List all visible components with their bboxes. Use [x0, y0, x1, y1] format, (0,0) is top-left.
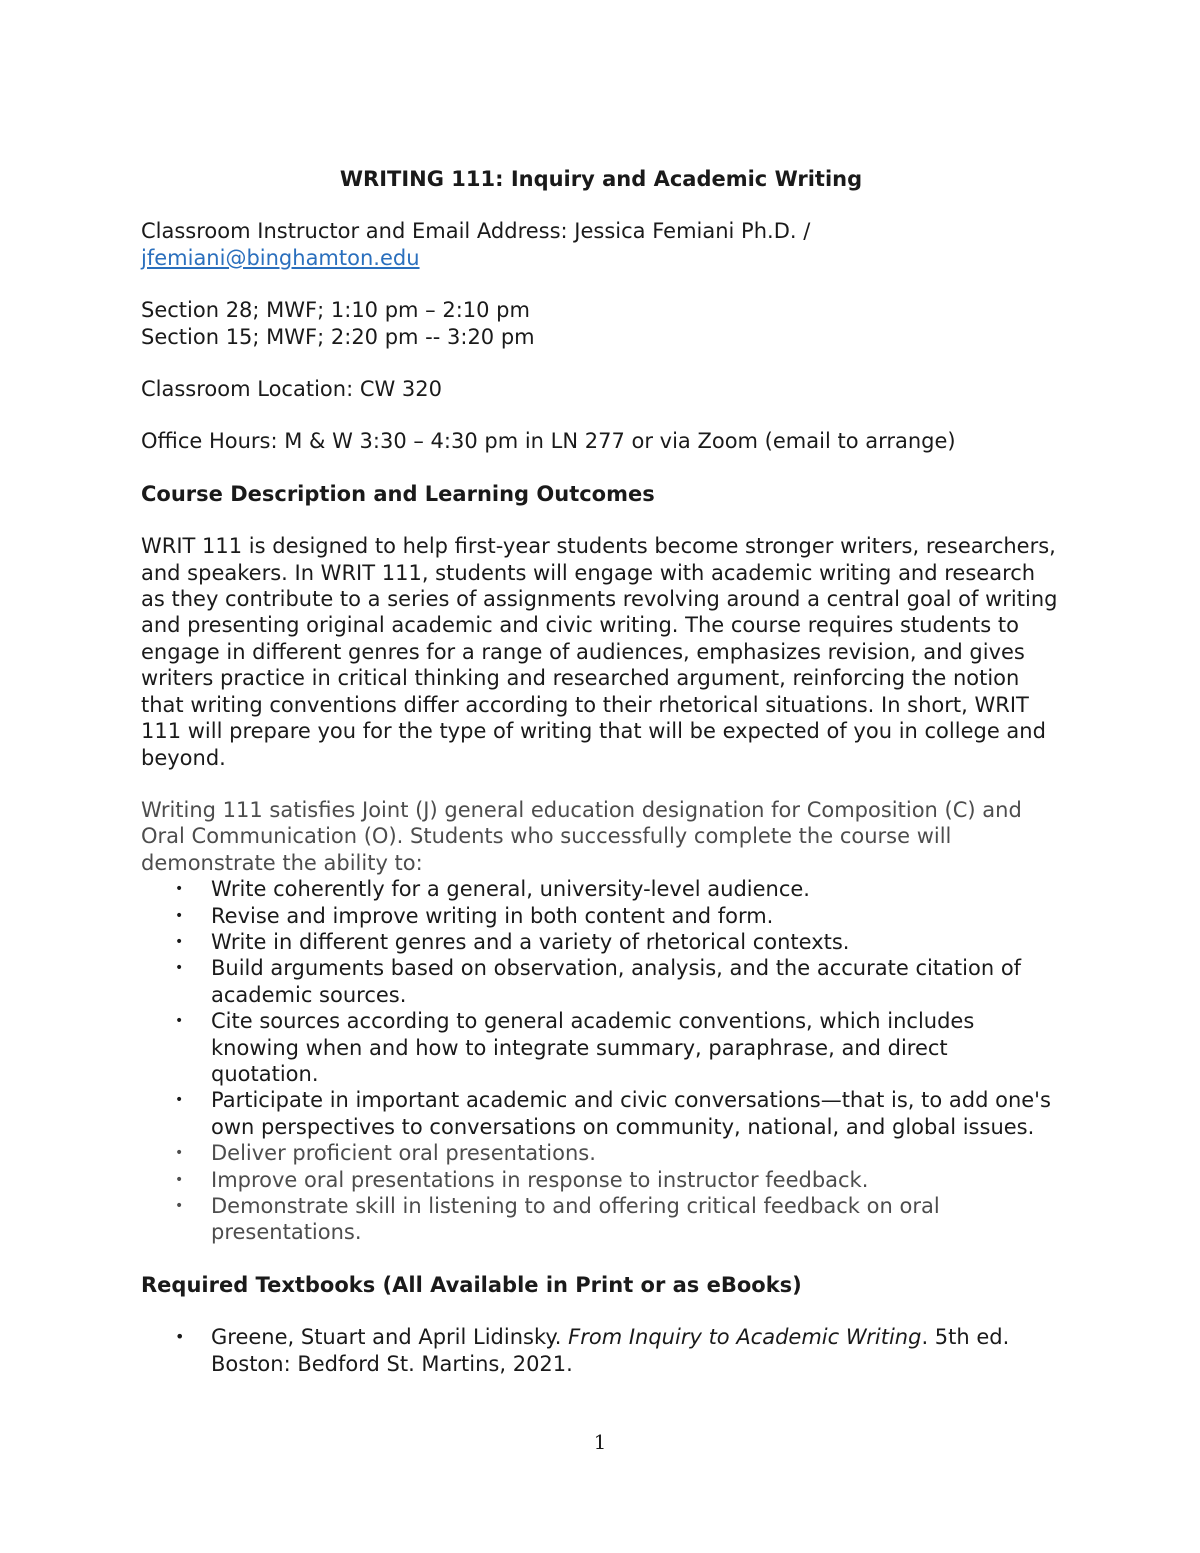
- instructor-line: Classroom Instructor and Email Address: Jessica Femiani Ph.D. /: [141, 219, 811, 244]
- list-item: • Participate in important academic and civic conversations—that is, to add one's own perspectives to conversations on community, national, and global issues.: [175, 1088, 1051, 1139]
- bullet-icon: •: [175, 1013, 184, 1030]
- section-line-1: Section 28; MWF; 1:10 pm – 2:10 pm: [141, 298, 530, 323]
- bullet-icon: •: [175, 960, 184, 977]
- textbook-publication: . 5th ed. Boston: Bedford St. Martins, 2021.: [211, 1325, 1010, 1376]
- bullet-icon: •: [175, 881, 184, 898]
- course-description-heading: Course Description and Learning Outcomes: [141, 481, 655, 506]
- list-item: • Cite sources according to general academic conventions, which includes knowing when and how to integrate summary, paraphrase, and direct quotation.: [175, 1009, 975, 1086]
- list-item: • Build arguments based on observation, analysis, and the accurate citation of academic sources.: [175, 956, 1022, 1007]
- course-description: WRIT 111 is designed to help first-year students become stronger writers, researchers, and speakers. In WRIT 111, students will engage with academic writing and research as they contribute to a series of assignments revolving around a central goal of writing and presenting original academic and civic writing. The course requires students to engage in different genres for a range of audiences, emphasizes revision, and gives writers practice in critical thinking and researched argument, reinforcing the notion that writing conventions differ according to their rhetorical situations. In short, WRIT 111 will prepare you for the type of writing that will be expected of you in college and beyond.: [141, 534, 1058, 770]
- bullet-icon: •: [175, 1145, 184, 1162]
- textbooks-heading: Required Textbooks (All Available in Print or as eBooks): [141, 1272, 802, 1297]
- learning-outcomes-list: [141, 876, 1061, 1246]
- list-item: • Deliver proficient oral presentations.: [175, 1141, 596, 1166]
- bullet-icon: •: [175, 1198, 184, 1214]
- section-line-2: Section 15; MWF; 2:20 pm -- 3:20 pm: [141, 324, 535, 349]
- gen-ed-intro: Writing 111 satisfies Joint (J) general education designation for Composition (C) and Oral Communication (O). Students who successfully complete the course will demonstrate the ability to:: [141, 797, 1022, 875]
- syllabus-page: [141, 166, 1061, 1377]
- list-item: • Write in different genres and a variety of rhetorical contexts.: [175, 929, 850, 954]
- section-times: [141, 297, 1061, 350]
- instructor-email-link[interactable]: jfemiani@binghamton.edu: [141, 245, 420, 270]
- textbooks-list: [141, 1324, 1061, 1377]
- list-item: • Revise and improve writing in both content and form.: [175, 903, 774, 928]
- bullet-icon: •: [175, 1327, 185, 1347]
- page-number: 1: [593, 1430, 607, 1454]
- office-hours: Office Hours: M & W 3:30 – 4:30 pm in LN 277 or via Zoom (email to arrange): [141, 429, 956, 454]
- textbook-authors: Greene, Stuart and April Lidinsky.: [211, 1325, 569, 1350]
- bullet-icon: •: [175, 907, 184, 924]
- document-title: WRITING 111: Inquiry and Academic Writing: [339, 167, 863, 191]
- classroom-location: Classroom Location: CW 320: [141, 377, 443, 402]
- list-item: • Demonstrate skill in listening to and offering critical feedback on oral presentations.: [175, 1194, 940, 1245]
- list-item: [141, 1324, 1061, 1377]
- bullet-icon: •: [175, 1171, 184, 1188]
- bullet-icon: •: [175, 1092, 184, 1109]
- list-item: • Write coherently for a general, university-level audience.: [175, 877, 810, 902]
- textbook-title: From Inquiry to Academic Writing: [568, 1325, 922, 1350]
- instructor-info: [141, 218, 1061, 271]
- list-item: • Improve oral presentations in response to instructor feedback.: [175, 1167, 869, 1192]
- bullet-icon: •: [175, 933, 184, 950]
